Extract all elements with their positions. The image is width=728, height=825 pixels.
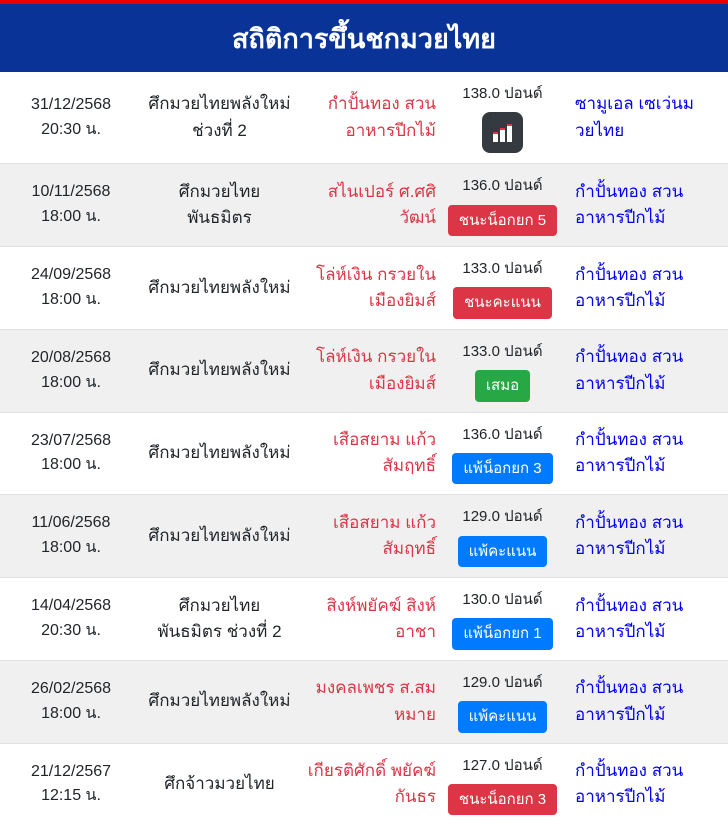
fighter-name-link[interactable]: กำปั้นทอง สวนอาหารปีกไม้ — [575, 761, 683, 806]
opponent-name-link[interactable]: สิงห์พยัคฆ์ สิงห์อาชา — [326, 596, 436, 641]
opponent-name-link[interactable]: สไนเปอร์ ศ.ศศิวัฒน์ — [328, 182, 436, 227]
weight-and-result — [440, 257, 565, 319]
fight-date: 31/12/2568 — [6, 93, 136, 118]
opponent-name-link[interactable]: โล่ห์เงิน กรวยในเมืองยิมส์ — [316, 265, 436, 310]
fight-date: 14/04/2568 — [6, 594, 136, 619]
weight-and-result — [440, 754, 565, 816]
table-row — [0, 329, 728, 412]
table-row — [0, 72, 728, 163]
fighter-name-link[interactable]: กำปั้นทอง สวนอาหารปีกไม้ — [575, 596, 683, 641]
fight-datetime — [0, 594, 142, 644]
bar-chart-icon — [491, 121, 514, 144]
fight-datetime — [0, 760, 142, 810]
result-badge[interactable]: ชนะน็อกยก 3 — [448, 784, 557, 816]
fight-time: 18:00 น. — [6, 702, 136, 727]
fight-weight: 127.0 ปอนด์ — [462, 754, 542, 777]
opponent-name-link[interactable]: เสือสยาม แก้วสัมฤทธิ์ — [333, 430, 436, 475]
fight-weight: 129.0 ปอนด์ — [462, 671, 542, 694]
opponent-name-link[interactable]: โล่ห์เงิน กรวยในเมืองยิมส์ — [316, 347, 436, 392]
fight-time: 18:00 น. — [6, 371, 136, 396]
fight-weight: 136.0 ปอนด์ — [462, 423, 542, 446]
fight-time: 20:30 น. — [6, 619, 136, 644]
fight-time: 18:00 น. — [6, 536, 136, 561]
fight-weight: 138.0 ปอนด์ — [462, 82, 542, 105]
fight-date: 10/11/2568 — [6, 180, 136, 205]
fight-date: 20/08/2568 — [6, 346, 136, 371]
result-badge[interactable]: เสมอ — [475, 370, 530, 402]
table-row — [0, 246, 728, 329]
event-name: ศึกมวยไทยพลังใหม่ — [142, 440, 297, 466]
event-name: ศึกมวยไทยพลังใหม่ — [142, 357, 297, 383]
result-badge[interactable]: แพ้น็อกยก 3 — [452, 453, 552, 485]
fighter-name-link[interactable]: กำปั้นทอง สวนอาหารปีกไม้ — [575, 265, 683, 310]
fight-date: 26/02/2568 — [6, 677, 136, 702]
weight-and-result — [440, 505, 565, 567]
fighter-name-link[interactable]: กำปั้นทอง สวนอาหารปีกไม้ — [575, 513, 683, 558]
fight-weight: 133.0 ปอนด์ — [462, 340, 542, 363]
weight-and-result — [440, 174, 565, 236]
event-name: ศึกมวยไทยพันธมิตร ช่วงที่ 2 — [142, 593, 297, 646]
fighter-name-link[interactable]: กำปั้นทอง สวนอาหารปีกไม้ — [575, 678, 683, 723]
fight-datetime — [0, 429, 142, 479]
fight-datetime — [0, 511, 142, 561]
result-badge[interactable]: ชนะคะแนน — [453, 287, 552, 319]
page-header — [0, 4, 728, 72]
fight-time: 20:30 น. — [6, 118, 136, 143]
fight-time: 18:00 น. — [6, 205, 136, 230]
table-row — [0, 743, 728, 825]
result-badge[interactable]: แพ้น็อกยก 1 — [452, 618, 552, 650]
opponent-name-link[interactable]: เสือสยาม แก้วสัมฤทธิ์ — [333, 513, 436, 558]
table-row — [0, 577, 728, 660]
fight-time: 18:00 น. — [6, 288, 136, 313]
fight-datetime — [0, 180, 142, 230]
fighter-name-link[interactable]: ซามูเอล เซเว่นมวยไทย — [575, 94, 694, 139]
weight-and-result — [440, 340, 565, 402]
fight-datetime — [0, 263, 142, 313]
event-name: ศึกมวยไทยพลังใหม่ ช่วงที่ 2 — [142, 91, 297, 144]
weight-and-result — [440, 671, 565, 733]
result-badge[interactable]: แพ้คะแนน — [458, 701, 548, 733]
opponent-name-link[interactable]: มงคลเพชร ส.สมหมาย — [316, 678, 436, 723]
weight-and-result — [440, 423, 565, 485]
weight-and-result — [440, 82, 565, 153]
event-name: ศึกมวยไทยพันธมิตร — [142, 179, 297, 232]
opponent-name-link[interactable]: เกียรติศักดิ์ พยัคฆ์กันธร — [308, 761, 436, 806]
table-row — [0, 494, 728, 577]
fight-date: 23/07/2568 — [6, 429, 136, 454]
fight-history-table — [0, 72, 728, 825]
fight-date: 21/12/2567 — [6, 760, 136, 785]
event-name: ศึกมวยไทยพลังใหม่ — [142, 275, 297, 301]
fight-datetime — [0, 346, 142, 396]
fight-time: 18:00 น. — [6, 453, 136, 478]
fight-date: 11/06/2568 — [6, 511, 136, 536]
page-title: สถิติการขึ้นชกมวยไทย — [232, 17, 496, 60]
fight-datetime — [0, 93, 142, 143]
fight-weight: 129.0 ปอนด์ — [462, 505, 542, 528]
fighter-name-link[interactable]: กำปั้นทอง สวนอาหารปีกไม้ — [575, 347, 683, 392]
fight-weight: 133.0 ปอนด์ — [462, 257, 542, 280]
stats-chart-button[interactable] — [482, 112, 523, 153]
result-badge[interactable]: แพ้คะแนน — [458, 536, 548, 568]
fight-time: 12:15 น. — [6, 784, 136, 809]
table-row — [0, 660, 728, 743]
table-row — [0, 412, 728, 495]
fight-weight: 130.0 ปอนด์ — [462, 588, 542, 611]
result-badge[interactable]: ชนะน็อกยก 5 — [448, 205, 557, 237]
fighter-name-link[interactable]: กำปั้นทอง สวนอาหารปีกไม้ — [575, 182, 683, 227]
opponent-name-link[interactable]: กำปั้นทอง สวนอาหารปีกไม้ — [328, 94, 436, 139]
fight-date: 24/09/2568 — [6, 263, 136, 288]
fight-weight: 136.0 ปอนด์ — [462, 174, 542, 197]
table-row — [0, 163, 728, 246]
event-name: ศึกมวยไทยพลังใหม่ — [142, 688, 297, 714]
fight-datetime — [0, 677, 142, 727]
event-name: ศึกจ้าวมวยไทย — [142, 771, 297, 797]
weight-and-result — [440, 588, 565, 650]
fighter-name-link[interactable]: กำปั้นทอง สวนอาหารปีกไม้ — [575, 430, 683, 475]
event-name: ศึกมวยไทยพลังใหม่ — [142, 523, 297, 549]
